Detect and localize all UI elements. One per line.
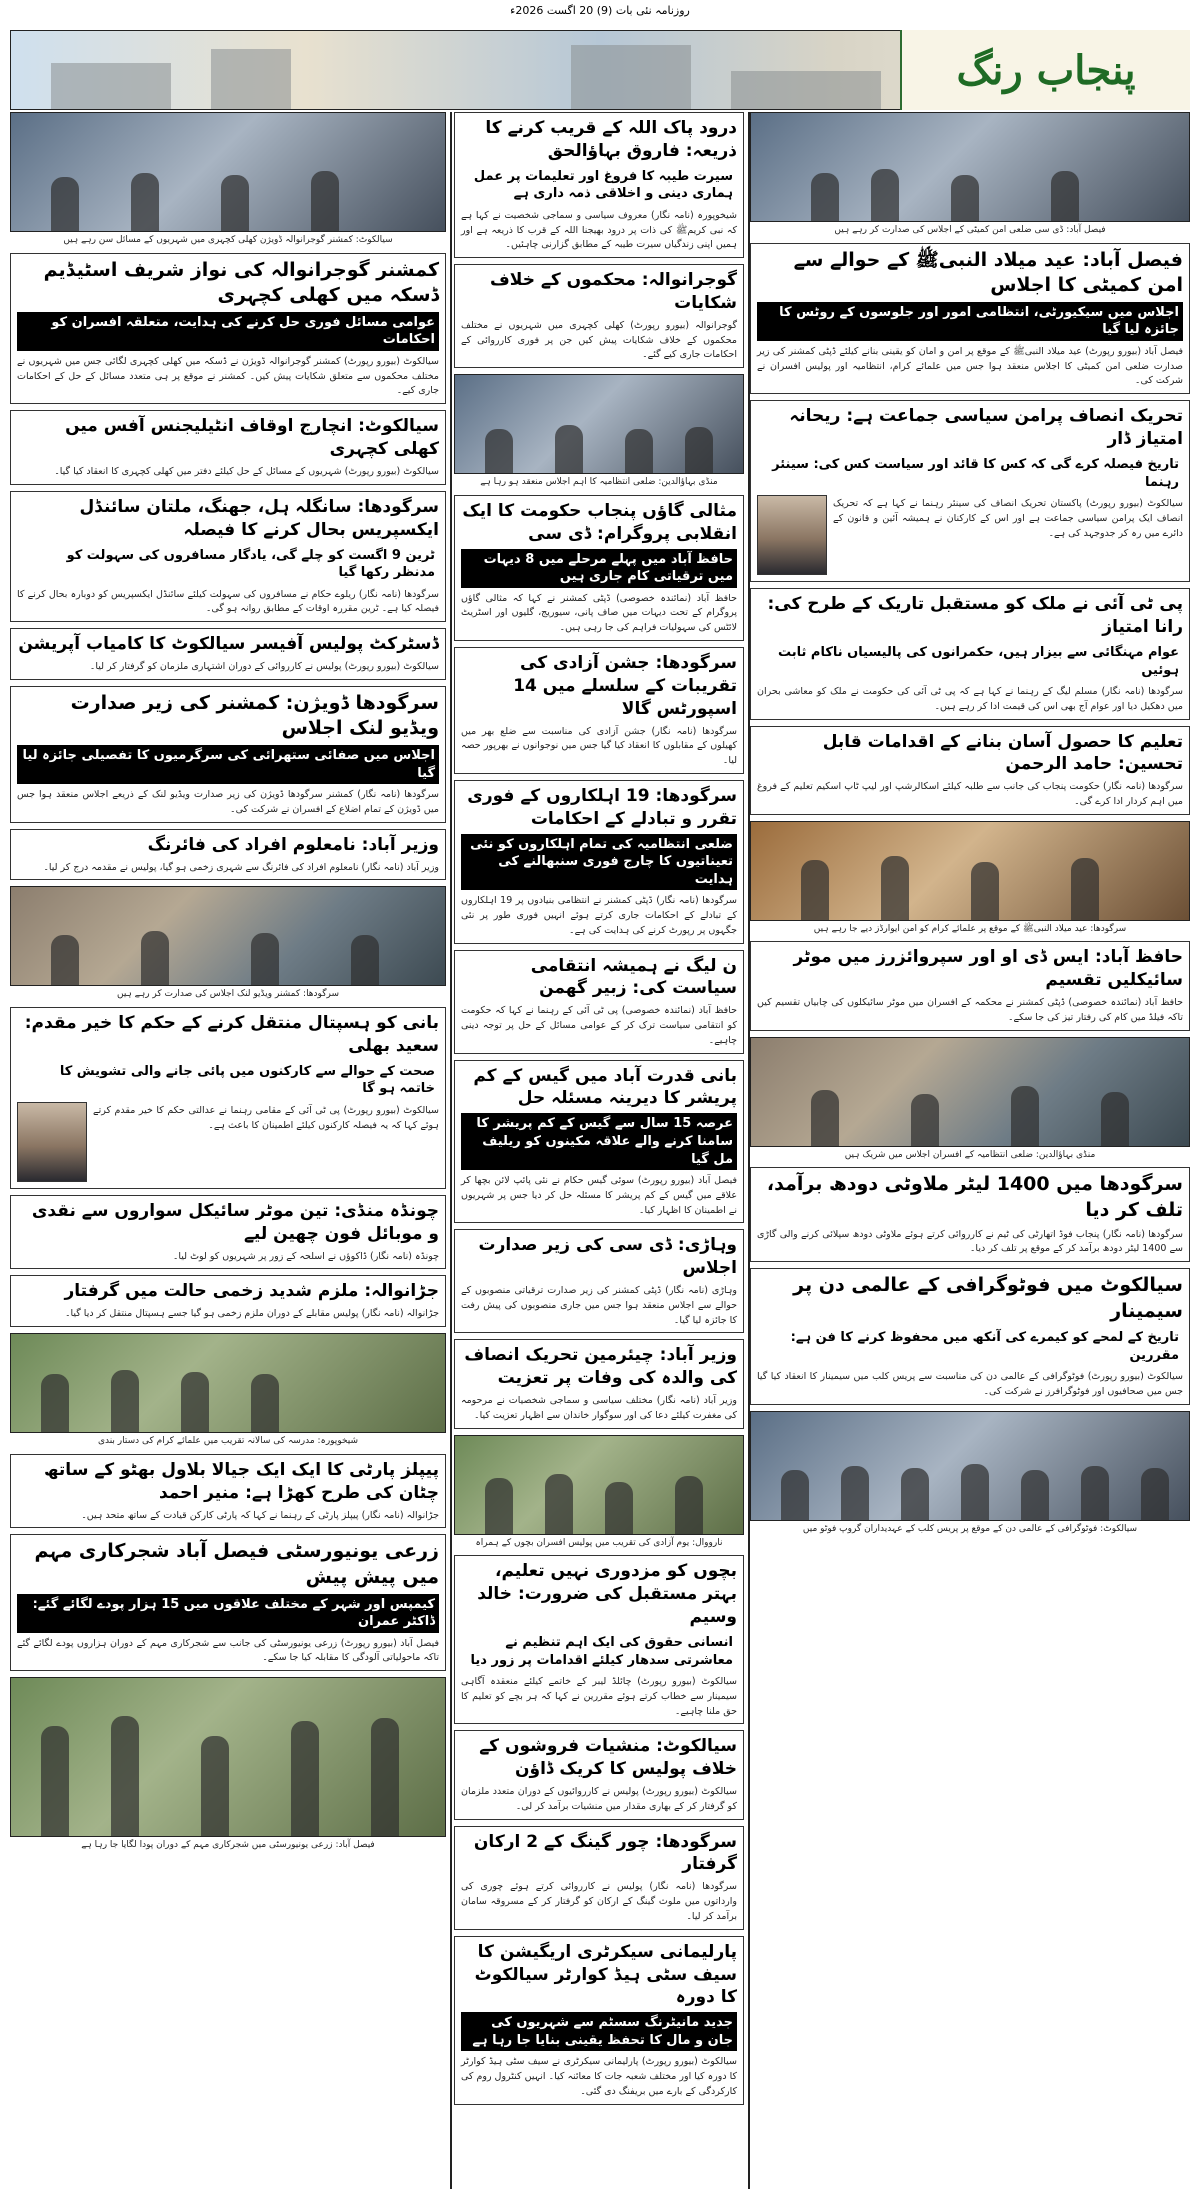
masthead-skyline [211, 49, 291, 109]
story-headline: زرعی یونیورسٹی فیصل آباد شجرکاری مہم میں پیش پیش [34, 1540, 439, 1588]
news-story [454, 264, 744, 368]
story-subhead: انسانی حقوق کی ایک اہم تنظیم نے معاشرتی سدھار کیلئے اقدامات پر زور دیا [470, 1634, 733, 1668]
story-headline: جڑانوالہ: ملزم شدید زخمی حالت میں گرفتار [64, 1281, 439, 1302]
story-headline: سرگودھا میں 1400 لیٹر ملاوٹی دودھ برآمد، تلف کر دیا [766, 1173, 1183, 1221]
news-photo [10, 112, 446, 232]
news-story [10, 1534, 446, 1671]
story-subhead: عرصہ 15 سال سے گیس کے کم پریشر کا سامنا کرنے والے علاقہ مکینوں کو ریلیف مل گیا [461, 1113, 737, 1170]
story-body: سرگودھا (نامہ نگار) کمشنر سرگودھا ڈویژن کی زیر صدارت ویڈیو لنک کے ذریعے اجلاس منعقد ہوا جس میں ڈویژن کے تمام اضلاع کے افسران نے شرکت کی۔ [17, 789, 439, 815]
news-photo [750, 1411, 1190, 1521]
column-divider [748, 112, 750, 2189]
portrait-photo [17, 1102, 87, 1182]
photo-caption: فیصل آباد: ڈی سی ضلعی امن کمیٹی کے اجلاس کی صدارت کر رہے ہیں [834, 225, 1106, 235]
story-headline: پی ٹی آئی نے ملک کو مستقبل تاریک کے طرح کی: رانا امتیاز [767, 594, 1183, 638]
story-headline: درود پاک اللہ کے قریب کرنے کا ذریعہ: فاروق بہاؤالحق [485, 118, 737, 161]
story-subhead: حافظ آباد میں پہلے مرحلے میں 8 دیہات میں ترقیاتی کام جاری ہیں [461, 549, 737, 588]
news-story [454, 1339, 744, 1428]
story-body: سیالکوٹ (بیورو رپورٹ) فوٹوگرافی کے عالمی دن کی مناسبت سے پریس کلب میں سیمینار کا انعقاد کیا گیا جس میں صحافیوں اور فوٹوگرافرز نے شرکت کی۔ [757, 1371, 1183, 1398]
section-logo [900, 30, 1190, 110]
story-body: شیخوپورہ (نامہ نگار) معروف سیاسی و سماجی شخصیت نے کہا ہے کہ نبی کریمﷺ کی ذات پر درود بھیجنا اللہ کے قرب کا ذریعہ ہے اور ہمیں اپنی زندگیاں سیرت طیبہ کے مطابق گزارنی چاہئیں۔ [461, 209, 737, 251]
story-subhead: تاریخ فیصلہ کرے گی کہ کس کا قائد اور سیاست کس کی: سینئر رہنما [772, 457, 1179, 490]
story-headline: پیپلز پارٹی کا ایک ایک جیالا بلاول بھٹو کے ساتھ چٹان کی طرح کھڑا ہے: منیر احمد [43, 1459, 439, 1503]
story-headline: حافظ آباد: ایس ڈی او اور سپروائزرز میں موٹر سائیکلیں تقسیم [793, 947, 1183, 991]
news-story [10, 829, 446, 881]
story-body: سرگودھا (نامہ نگار) ڈپٹی کمشنر نے انتظامی بنیادوں پر 19 اہلکاروں کے تبادلے کے احکامات جاری کرتے ہوئے انہیں فوری طور پر نئی جگہوں پر رپورٹ کرنے کی ہدایت کی ہے۔ [461, 895, 737, 936]
news-story [10, 686, 446, 823]
news-story [750, 1268, 1190, 1405]
news-story [750, 588, 1190, 719]
column-right [750, 112, 1190, 2189]
story-body: فیصل آباد (بیورو رپورٹ) عید میلاد النبیﷺ کے موقع پر امن و امان کو یقینی بنانے کیلئے ڈپٹی کمشنر کی زیر صدارت ضلعی امن کمیٹی کا اجلاس منعقد ہوا جس میں علمائے کرام، انتظامیہ اور پولیس افسران نے شرکت کی۔ [757, 345, 1183, 387]
story-headline: سیالکوٹ میں فوٹوگرافی کے عالمی دن پر سیمینار [793, 1274, 1183, 1322]
story-body: حافظ آباد (نمائندہ خصوصی) ڈپٹی کمشنر نے محکمہ کے افسران میں موٹر سائیکلوں کی چابیاں تقسیم کیں تاکہ فیلڈ میں کام کی رفتار تیز کی جا سکے۔ [757, 997, 1183, 1023]
column-left [10, 112, 446, 2189]
news-story [10, 1195, 446, 1270]
news-story [10, 253, 446, 405]
news-story [10, 491, 446, 622]
story-headline: سرگودھا: جشن آزادی کی تقریبات کے سلسلے میں 14 اسپورٹس گالا [513, 652, 737, 719]
story-subhead: عوامی مسائل فوری حل کرنے کی ہدایت، متعلقہ افسران کو احکامات [17, 312, 439, 351]
news-story [454, 1229, 744, 1333]
story-headline: بانی قدرت آباد میں گیس کے کم پریشر کا دیرینہ مسئلہ حل [473, 1065, 737, 1109]
masthead-skyline [571, 45, 691, 109]
story-body: سرگودھا (نامہ نگار) مسلم لیگ کے رہنما نے کہا ہے کہ پی ٹی آئی کی حکومت نے ملک کو معاشی بحران میں دھکیل دیا اور عوام آج بھی اس کی قیمت ادا کر رہے ہیں۔ [757, 686, 1183, 712]
news-story [750, 1167, 1190, 1262]
story-headline: فیصل آباد: عید میلاد النبیﷺ کے حوالے سے امن کمیٹی کا اجلاس [793, 248, 1183, 297]
column-middle [454, 112, 744, 2189]
story-body: سرگودھا (نامہ نگار) پنجاب فوڈ اتھارٹی کی ٹیم نے کارروائی کرتے ہوئے ملاوٹی دودھ سپلائی کرنے والی گاڑی سے 1400 لیٹر دودھ برآمد کر کے موقع پر تلف کر دیا۔ [757, 1228, 1183, 1255]
story-body: سرگودھا (نامہ نگار) حکومت پنجاب کی جانب سے طلبہ کیلئے اسکالرشپ اور لیپ ٹاپ اسکیم تعلیم کے فروغ میں اہم کردار ادا کرے گی۔ [757, 781, 1183, 808]
story-subhead: عوام مہنگائی سے بیزار ہیں، حکمرانوں کی پالیسیاں ناکام ثابت ہوئیں [777, 644, 1179, 678]
story-subhead: ضلعی انتظامیہ کی تمام اہلکاروں کو نئی تعیناتیوں کا چارج فوری سنبھالنے کی ہدایت [461, 834, 737, 891]
news-photo [454, 1435, 744, 1535]
news-story [454, 1826, 744, 1930]
news-story [10, 410, 446, 485]
news-story [454, 495, 744, 641]
photo-caption: شیخوپورہ: مدرسہ کی سالانہ تقریب میں علمائے کرام کی دستار بندی [97, 1436, 359, 1447]
news-story [454, 647, 744, 774]
story-body: سیالکوٹ (بیورو رپورٹ) پولیس نے کارروائی کے دوران اشتہاری ملزمان کو گرفتار کر لیا۔ [89, 661, 439, 673]
story-body: وزیر آباد (نامہ نگار) مختلف سیاسی و سماجی شخصیات نے مرحومہ کی مغفرت کیلئے دعا کی اور سوگوار خاندان سے اظہار تعزیت کیا۔ [461, 1395, 737, 1421]
story-headline: وزیر آباد: چیئرمین تحریک انصاف کی والدہ کی وفات پر تعزیت [464, 1345, 737, 1389]
story-headline: مثالی گاؤں پنجاب حکومت کا ایک انقلابی پروگرام: ڈی سی [462, 500, 737, 544]
story-subhead: ٹرین 9 اگست کو چلے گی، یادگار مسافروں کی سہولت کو مدنظر رکھا گیا [66, 547, 435, 581]
story-headline: سرگودھا: چور گینگ کے 2 ارکان گرفتار [473, 1831, 737, 1875]
story-subhead: تاریخ کے لمحے کو کیمرے کی آنکھ میں محفوظ کرنے کا فن ہے: مقررین [790, 1330, 1179, 1363]
news-photo [10, 886, 446, 986]
story-body: سیالکوٹ (بیورو رپورٹ) چائلڈ لیبر کے خاتمے کیلئے منعقدہ آگاہی سیمینار سے خطاب کرتے ہوئے مقررین نے کہا کہ ہر بچے کو تعلیم کا حق ملنا چاہیے۔ [461, 1676, 737, 1717]
story-subhead: کیمپس اور شہر کے مختلف علاقوں میں 15 ہزار پودے لگائے گئے: ڈاکٹر عمران [17, 1594, 439, 1633]
story-body: سیالکوٹ (بیورو رپورٹ) پاکستان تحریک انصاف کی سینئر رہنما نے کہا ہے کہ تحریک انصاف ایک پرامن سیاسی جماعت ہے اور اس کے کارکنان نے ہمیشہ آئین و قانون کے دائرے میں رہ کر جدوجہد کی ہے۔ [833, 498, 1183, 539]
story-headline: سرگودھا: سانگلہ ہل، جھنگ، ملتان سائنڈل ایکسپریس بحال کرنے کا فیصلہ [79, 496, 439, 540]
story-headline: بانی کو ہسپتال منتقل کرنے کے حکم کا خیر مقدم: سعید بھلی [24, 1012, 439, 1056]
story-headline: ڈسٹرکٹ پولیس آفیسر سیالکوٹ کا کامیاب آپریشن [18, 634, 439, 655]
story-headline: بچوں کو مزدوری نہیں تعلیم، بہتر مستقبل کی ضرورت: خالد وسیم [477, 1561, 737, 1628]
column-divider [450, 112, 452, 2189]
story-body: سرگودھا (نامہ نگار) جشن آزادی کی مناسبت سے ضلع بھر میں کھیلوں کے مقابلوں کا انعقاد کیا گیا جس میں نوجوانوں نے بھرپور حصہ لیا۔ [461, 725, 737, 767]
news-story [750, 726, 1190, 815]
story-headline: چونڈہ منڈی: تین موٹر سائیکل سواروں سے نقدی و موبائل فون چھین لیے [31, 1200, 439, 1244]
news-photo [750, 1037, 1190, 1147]
news-story [454, 1730, 744, 1819]
news-story [10, 1275, 446, 1327]
photo-caption: نارووال: یوم آزادی کی تقریب میں پولیس افسران بچوں کے ہمراہ [475, 1537, 723, 1548]
news-photo [750, 821, 1190, 921]
story-body: فیصل آباد (بیورو رپورٹ) سوئی گیس حکام نے نئی پائپ لائن بچھا کر علاقے میں گیس کے کم پریشر کا مسئلہ حل کر دیا جس پر شہریوں نے اطمینان کا اظہار کیا۔ [461, 1175, 737, 1216]
portrait-photo [757, 495, 827, 575]
story-headline: سرگودھا ڈویژن: کمشنر کی زیر صدارت ویڈیو لنک اجلاس [70, 691, 439, 740]
story-body: جڑانوالہ (نامہ نگار) پولیس مقابلے کے دوران ملزم زخمی ہو گیا جسے ہسپتال منتقل کر دیا گیا۔ [64, 1308, 439, 1320]
news-story [454, 950, 744, 1054]
story-body: حافظ آباد (نمائندہ خصوصی) ڈپٹی کمشنر نے کہا کہ مثالی گاؤں پروگرام کے تحت دیہات میں صاف پانی، سیوریج، گلیوں اور اسٹریٹ لائٹس کی سہولیات فراہم کی جا رہی ہیں۔ [461, 592, 737, 634]
news-photo [10, 1677, 446, 1837]
photo-caption: فیصل آباد: زرعی یونیورسٹی میں شجرکاری مہم کے دوران پودا لگایا جا رہا ہے [81, 1840, 375, 1851]
story-body: حافظ آباد (نمائندہ خصوصی) پی ٹی آئی کے رہنما نے کہا کہ حکومت کو انتقامی سیاست ترک کر کے عوامی مسائل کے حل پر توجہ دینی چاہیے۔ [461, 1005, 737, 1046]
story-subhead: اجلاس میں صفائی ستھرائی کی سرگرمیوں کا تفصیلی جائزہ لیا گیا [17, 745, 439, 784]
story-headline: تعلیم کا حصول آسان بنانے کے اقدامات قابل تحسین: حامد الرحمن [822, 731, 1183, 775]
story-subhead: جدید مانیٹرنگ سسٹم سے شہریوں کی جان و مال کا تحفظ یقینی بنایا جا رہا ہے [461, 2012, 737, 2051]
news-story [750, 941, 1190, 1030]
story-headline: ن لیگ نے ہمیشہ انتقامی سیاست کی: زبیر گھمن [530, 955, 737, 999]
news-photo [750, 112, 1190, 222]
photo-caption: سیالکوٹ: فوٹوگرافی کے عالمی دن کے موقع پر پریس کلب کے عہدیداران گروپ فوٹو میں [802, 1523, 1138, 1534]
news-story [10, 628, 446, 680]
photo-caption: منڈی بہاؤالدین: ضلعی انتظامیہ کا اہم اجلاس منعقد ہو رہا ہے [480, 477, 718, 488]
news-story [454, 1555, 744, 1724]
story-body: وہاڑی (نامہ نگار) ڈپٹی کمشنر کی زیر صدارت ترقیاتی منصوبوں کے حوالے سے اجلاس منعقد ہوا جس میں جاری منصوبوں کی پیش رفت کا جائزہ لیا گیا۔ [461, 1285, 737, 1326]
news-photo [454, 374, 744, 474]
story-body: سیالکوٹ (بیورو رپورٹ) پارلیمانی سیکرٹری نے سیف سٹی ہیڈ کوارٹر کا دورہ کیا اور مختلف شعبہ جات کا معائنہ کیا۔ انہیں کنٹرول روم کی کارکردگی کے بارے میں بریفنگ دی گئی۔ [461, 2056, 737, 2097]
news-story [10, 1007, 446, 1189]
story-body: چونڈہ (نامہ نگار) ڈاکوؤں نے اسلحہ کے زور پر شہریوں کو لوٹ لیا۔ [172, 1250, 439, 1262]
photo-caption: سرگودھا: کمشنر ویڈیو لنک اجلاس کی صدارت کر رہے ہیں [116, 989, 340, 1000]
story-body: سیالکوٹ (بیورو رپورٹ) کمشنر گوجرانوالہ ڈویژن نے ڈسکہ میں کھلی کچہری لگائی جس میں شہریوں نے مختلف محکموں سے متعلق شکایات پیش کیں۔ کمشنر نے موقع پر ہی متعدد مسائل کے حل کے احکامات جاری کیے۔ [17, 355, 439, 397]
news-story [750, 400, 1190, 582]
photo-caption: سیالکوٹ: کمشنر گوجرانوالہ ڈویژن کھلی کچہری میں شہریوں کے مسائل سن رہے ہیں [63, 235, 393, 245]
story-body: سیالکوٹ (بیورو رپورٹ) پی ٹی آئی کے مقامی رہنما نے عدالتی حکم کا خیر مقدم کرتے ہوئے کہا کہ یہ فیصلہ کارکنوں کیلئے اطمینان کا باعث ہے۔ [93, 1104, 439, 1131]
story-subhead: اجلاس میں سیکیورٹی، انتظامی امور اور جلوسوں کے روٹس کا جائزہ لیا گیا [757, 302, 1183, 341]
story-body: سیالکوٹ (بیورو رپورٹ) شہریوں کے مسائل کے حل کیلئے دفتر میں کھلی کچہری کا انعقاد کیا گیا۔ [54, 466, 439, 477]
masthead-skyline [51, 63, 171, 109]
story-headline: سیالکوٹ: منشیات فروشوں کے خلاف پولیس کا کریک ڈاؤن [479, 1736, 737, 1780]
photo-caption: سرگودھا: عید میلاد النبیﷺ کے موقع پر علمائے کرام کو امن ایوارڈز دیے جا رہے ہیں [813, 923, 1127, 934]
story-headline: پارلیمانی سیکرٹری اریگیشن کا سیف سٹی ہیڈ کوارٹر سیالکوٹ کا دورہ [474, 1941, 737, 2008]
news-story [10, 1454, 446, 1529]
news-photo [10, 1333, 446, 1433]
story-subhead: سیرت طیبہ کا فروغ اور تعلیمات پر عمل ہماری دینی و اخلاقی ذمہ داری ہے [473, 168, 733, 202]
section-logo-text: پنجاب رنگ [956, 46, 1136, 94]
story-headline: سرگودھا: 19 اہلکاروں کے فوری تقرر و تبادلے کے احکامات [467, 785, 737, 829]
masthead-skyline [731, 71, 881, 109]
dateline: روزنامہ نئی بات (9) 20 اگست 2026ء [510, 4, 690, 17]
story-body: وزیر آباد (نامہ نگار) نامعلوم افراد کی فائرنگ سے شہری زخمی ہو گیا، پولیس نے مقدمہ درج کر لیا۔ [43, 861, 439, 873]
story-headline: تحریک انصاف پرامن سیاسی جماعت ہے: ریحانہ امتیاز ڈار [789, 406, 1183, 450]
story-headline: سیالکوٹ: انچارج اوقاف انٹیلیجنس آفس میں کھلی کچہری [65, 416, 439, 460]
news-story [454, 1060, 744, 1224]
news-story [750, 243, 1190, 395]
story-body: سرگودھا (نامہ نگار) پولیس نے کارروائی کرتے ہوئے چوری کی وارداتوں میں ملوث گینگ کے ارکان کو گرفتار کر کے مسروقہ سامان برآمد کر لیا۔ [461, 1881, 737, 1922]
story-headline: وہاڑی: ڈی سی کی زیر صدارت اجلاس [478, 1235, 737, 1279]
story-headline: وزیر آباد: نامعلوم افراد کی فائرنگ [147, 834, 439, 855]
story-body: فیصل آباد (بیورو رپورٹ) زرعی یونیورسٹی کی جانب سے شجرکاری مہم کے دوران ہزاروں پودے لگائے گئے تاکہ ماحولیاتی آلودگی کا مقابلہ کیا جا سکے۔ [17, 1637, 439, 1664]
news-story [454, 112, 744, 258]
story-headline: گوجرانوالہ: محکموں کے خلاف شکایات [490, 270, 737, 314]
story-body: سرگودھا (نامہ نگار) ریلوے حکام نے مسافروں کی سہولت کیلئے سائنڈل ایکسپریس کو دوبارہ بحال کرنے کا فیصلہ کیا ہے۔ ٹرین مقررہ اوقات کے مطابق روانہ ہو گی۔ [17, 588, 439, 615]
story-subhead: صحت کے حوالے سے کارکنوں میں پائی جانے والی تشویش کا خاتمہ ہو گا [59, 1063, 435, 1097]
story-body: سیالکوٹ (بیورو رپورٹ) پولیس نے کارروائیوں کے دوران متعدد ملزمان کو گرفتار کر کے بھاری مقدار میں منشیات برآمد کر لی۔ [461, 1786, 737, 1812]
story-headline: کمشنر گوجرانوالہ کی نواز شریف اسٹیڈیم ڈسکہ میں کھلی کچہری [43, 258, 439, 307]
story-body: جڑانوالہ (نامہ نگار) پیپلز پارٹی کے رہنما نے کہا کہ پارٹی کارکن قیادت کے ساتھ متحد ہیں۔ [81, 1509, 439, 1521]
story-body: گوجرانوالہ (بیورو رپورٹ) کھلی کچہری میں شہریوں نے مختلف محکموں کے خلاف شکایات پیش کیں جن پر فوری کارروائی کے احکامات جاری کیے گئے۔ [461, 320, 737, 361]
photo-caption: منڈی بہاؤالدین: ضلعی انتظامیہ کے افسران اجلاس میں شریک ہیں [844, 1149, 1096, 1160]
news-story [454, 780, 744, 944]
news-story [454, 1936, 744, 2105]
